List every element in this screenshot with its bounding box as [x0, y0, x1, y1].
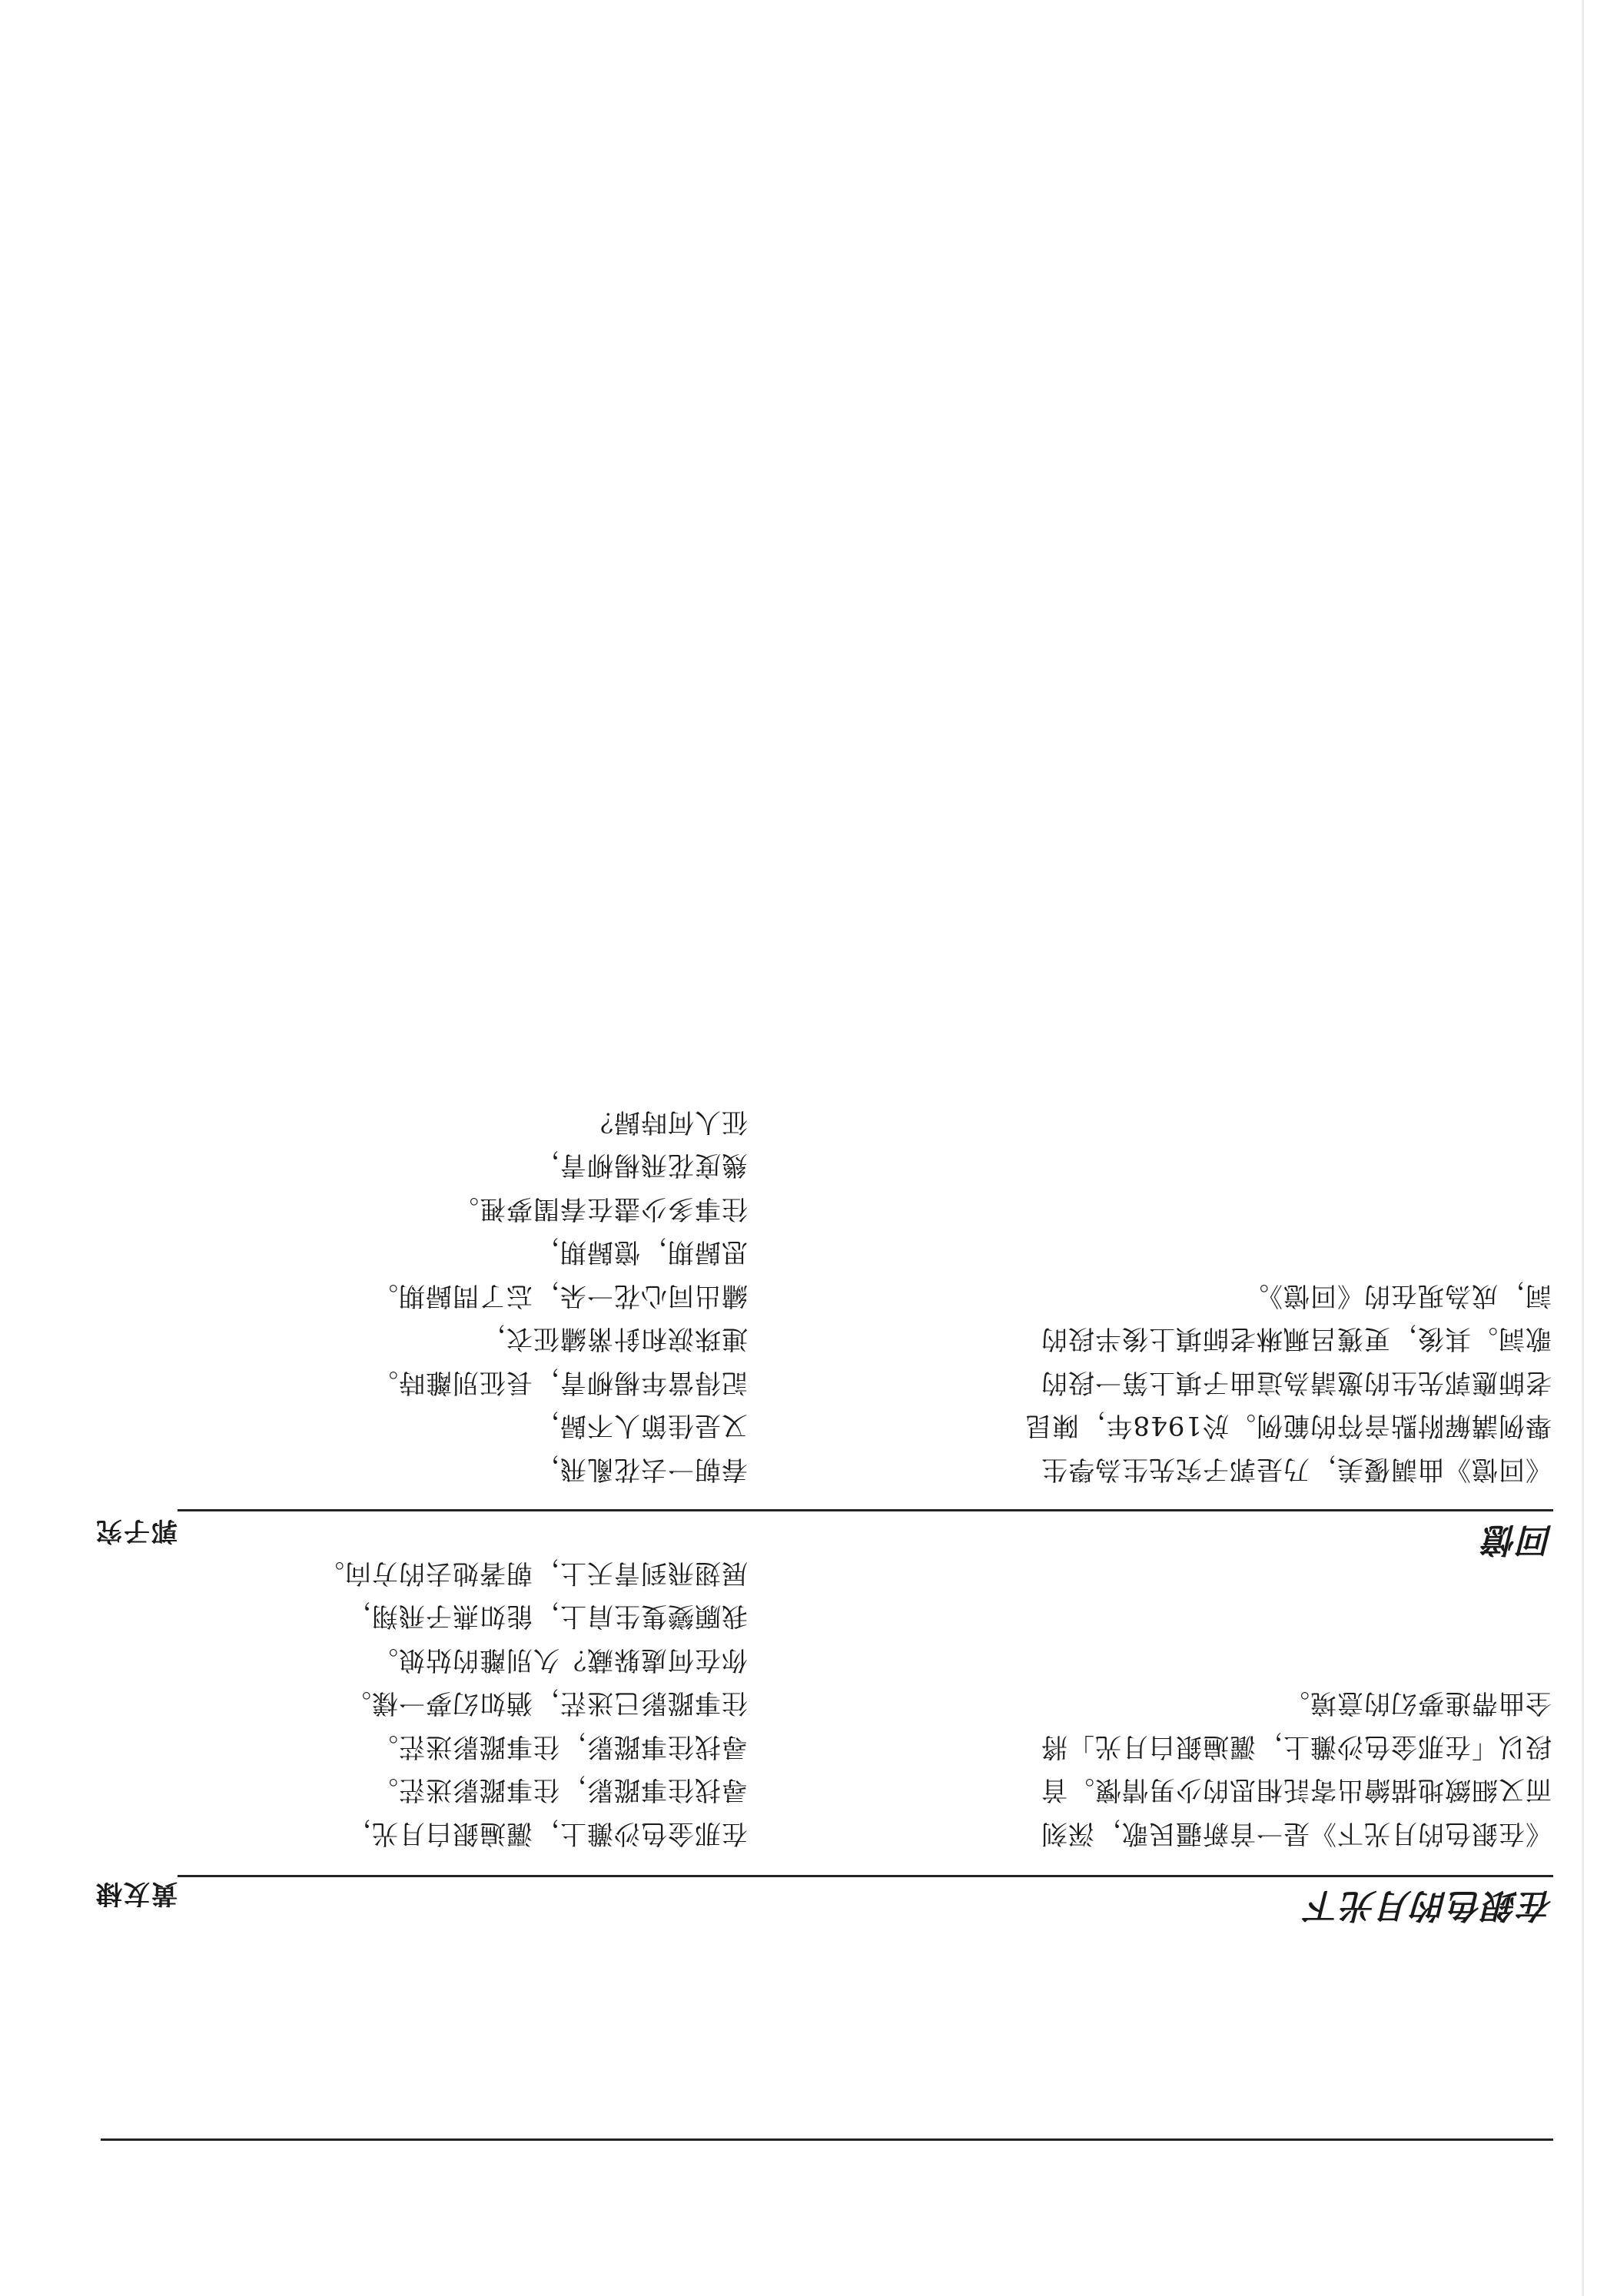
lyrics-line: 繡出同心花一朵，忘了問歸期。 — [371, 1280, 748, 1311]
lyrics-line: 又是佳節人不歸， — [533, 1410, 748, 1442]
lyrics-line: 你在何處躲藏？久別離的姑娘。 — [371, 1644, 748, 1675]
lyrics-line: 我願變隻生肩上，能如燕子飛翔， — [344, 1601, 748, 1632]
description-line: 《在銀色的月光下》是一首新疆民歌，深刻 — [1041, 1818, 1552, 1849]
lyrics-line: 幾度花飛楊柳青， — [533, 1150, 748, 1181]
description-line: 《回憶》曲調優美，乃是郭子究先生為學生 — [1041, 1454, 1552, 1485]
description-line: 而又細緻地描繪出寄託相思的少男情懷。首 — [1041, 1774, 1552, 1806]
lyrics-line: 尋找往事蹤影，往事蹤影迷茫。 — [371, 1774, 748, 1806]
lyrics-moonlight — [317, 1551, 748, 1856]
lyrics-line: 展翅飛到青天上，朝著她去的方向。 — [317, 1558, 748, 1588]
lyrics-line: 連珠淚和針黹繡征衣， — [479, 1323, 748, 1355]
lyrics-line: 往事多少盡在春閨夢裡。 — [452, 1193, 748, 1224]
song-title-moonlight: 在銀色的月光下 — [1306, 1886, 1553, 1925]
lyrics-line: 尋找往事蹤影，往事蹤影迷茫。 — [371, 1731, 748, 1762]
author-moonlight: 黃友棣 — [95, 1878, 178, 1909]
lyrics-memory — [371, 1100, 748, 1491]
page-header-rule — [101, 2138, 1553, 2141]
lyrics-line: 征人何時歸？ — [586, 1107, 748, 1137]
description-line: 歌詞。其後，更獲呂珮琳老師填上後半段的 — [1041, 1323, 1552, 1355]
description-line: 段以「在那金色沙灘上，灑遍銀白月光」將 — [1041, 1731, 1552, 1762]
description-moonlight — [1041, 1681, 1552, 1855]
description-line: 全曲帶進夢幻的意境。 — [1283, 1687, 1552, 1719]
title-rule-moonlight — [178, 1875, 1553, 1877]
description-line: 舉例講解附點音符的範例。於1948年，陳昆 — [1024, 1410, 1552, 1442]
lyrics-line: 記得當年楊柳青，長征別離時。 — [371, 1367, 748, 1398]
lyrics-line: 往事蹤影已迷茫，猶如幻夢一樣。 — [344, 1687, 748, 1719]
title-rule-memory — [178, 1509, 1553, 1511]
lyrics-line: 思歸期，憶歸期， — [533, 1236, 748, 1268]
song-title-memory: 回憶 — [1482, 1520, 1553, 1559]
description-line: 詞，成為現在的《回憶》。 — [1242, 1280, 1552, 1311]
description-memory — [1024, 1274, 1552, 1491]
lyrics-line: 在那金色沙灘上，灑遍銀白月光， — [344, 1818, 748, 1849]
description-line: 老師應郭先生的邀請為這曲子填上第一段的 — [1041, 1367, 1552, 1398]
lyrics-line: 春朝一去花亂飛， — [533, 1454, 748, 1485]
author-memory: 郭子究 — [95, 1515, 178, 1546]
